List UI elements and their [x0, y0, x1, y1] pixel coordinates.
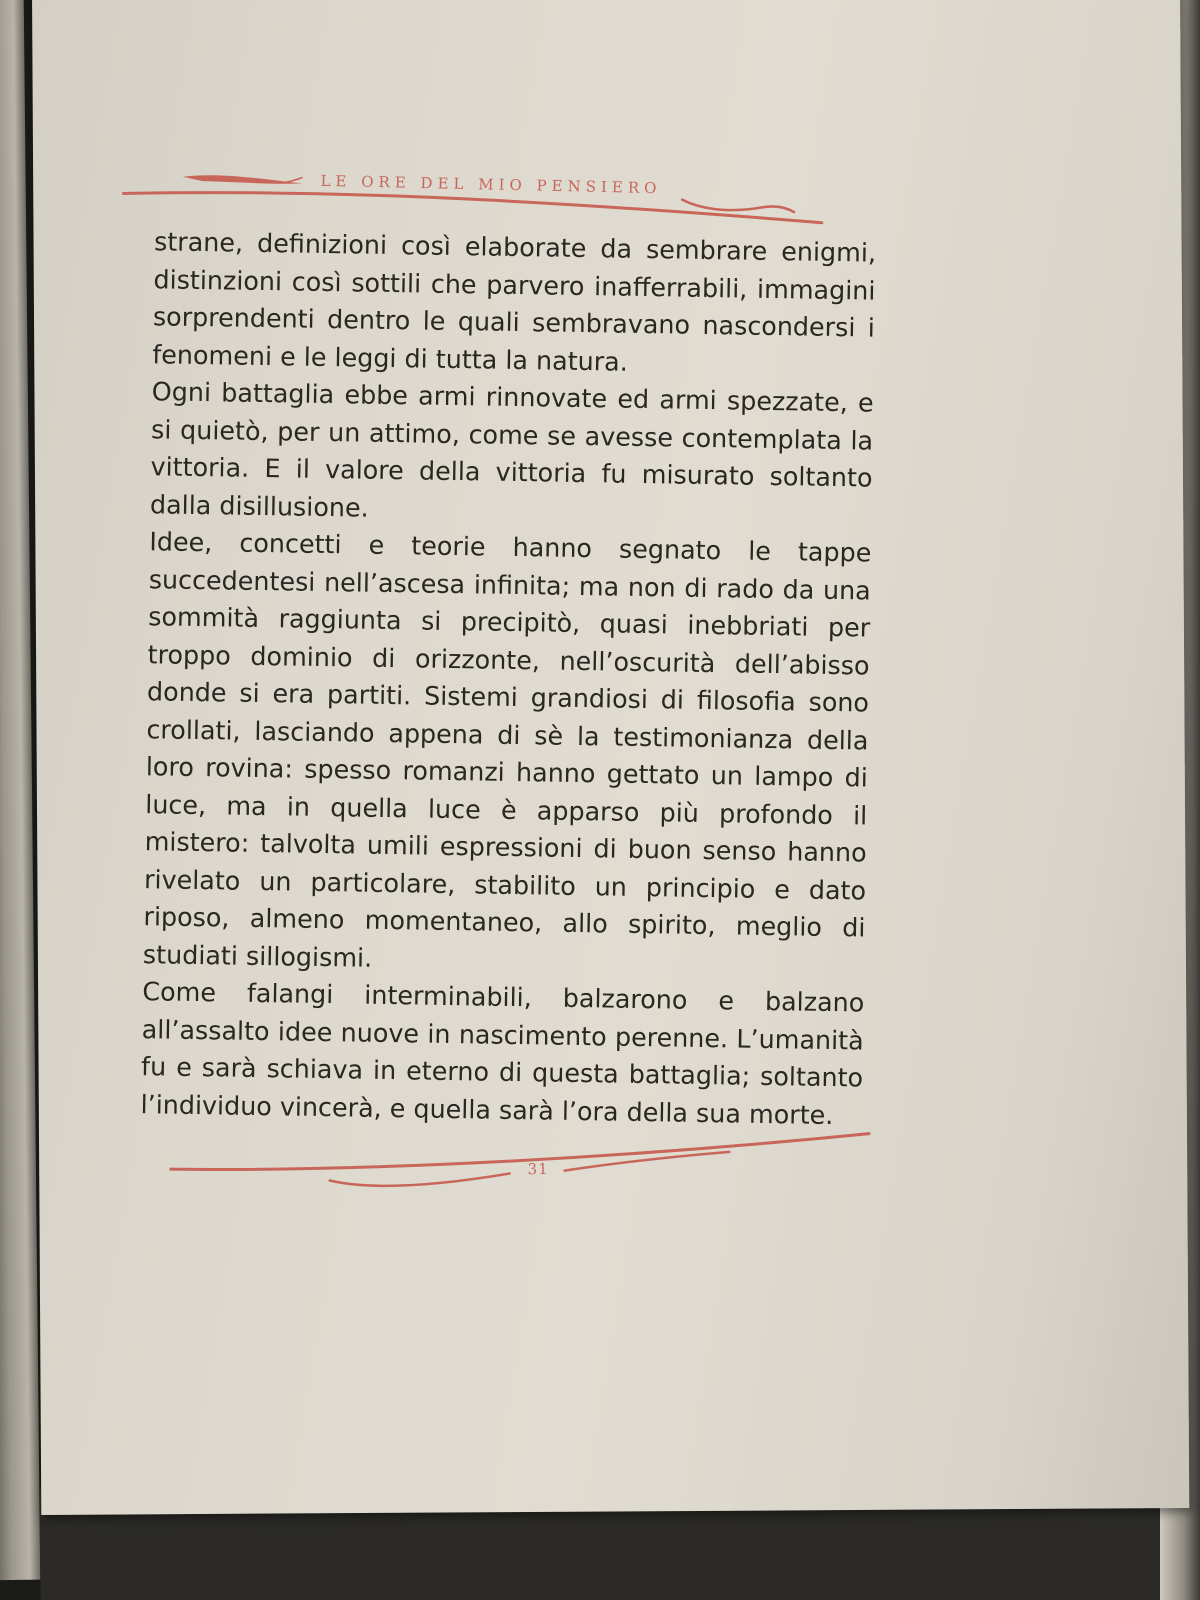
running-head: LE ORE DEL MIO PENSIERO	[320, 171, 662, 198]
book-page	[32, 0, 1189, 1515]
paragraph: Come falangi interminabili, balzarono e balzano all’assalto idee nuove in nascimento perenne. L’umanità fu e sarà schiava in eterno di questa battaglia; soltanto l’individuo vincerà, e quella sarà l’ora della sua morte.	[140, 976, 865, 1130]
paragraph: Idee, concetti e teorie hanno segnato le tappe succedentesi nell’ascesa infinita; ma non di rado da una sommità raggiunta si precipitò, quasi inebbriati per troppo dominio di orizzonte, nell’oscurità dell’abisso donde si era partiti. Sistemi grandiosi di filosofia sono crollati, lasciando appena di sè la testimonianza della loro rovina: spesso romanzi hanno gettato un lampo di luce, ma in quella luce è apparso più profondo il mistero: talvolta umili espressioni di buon senso hanno rivelato un particolare, stabilito un principio e dato riposo, almeno momentaneo, allo spirito, meglio di studiati sillogismi.	[142, 526, 872, 973]
body-text	[140, 223, 876, 1134]
page-number: 31	[527, 1159, 549, 1179]
paragraph: Ogni battaglia ebbe armi rinnovate ed armi spezzate, e si quietò, per un attimo, come se avesse contemplata la vittoria. E il valore della vittoria fu misurato soltanto dalla disillusione.	[149, 376, 874, 523]
paragraph: strane, definizioni così elaborate da sembrare enigmi, distinzioni così sottili che parvero inafferrabili, immagini sorprendenti dentro le quali sembravano nascondersi i fenomeni e le leggi di tutta la natura.	[152, 226, 877, 377]
page-footer	[169, 1127, 890, 1219]
